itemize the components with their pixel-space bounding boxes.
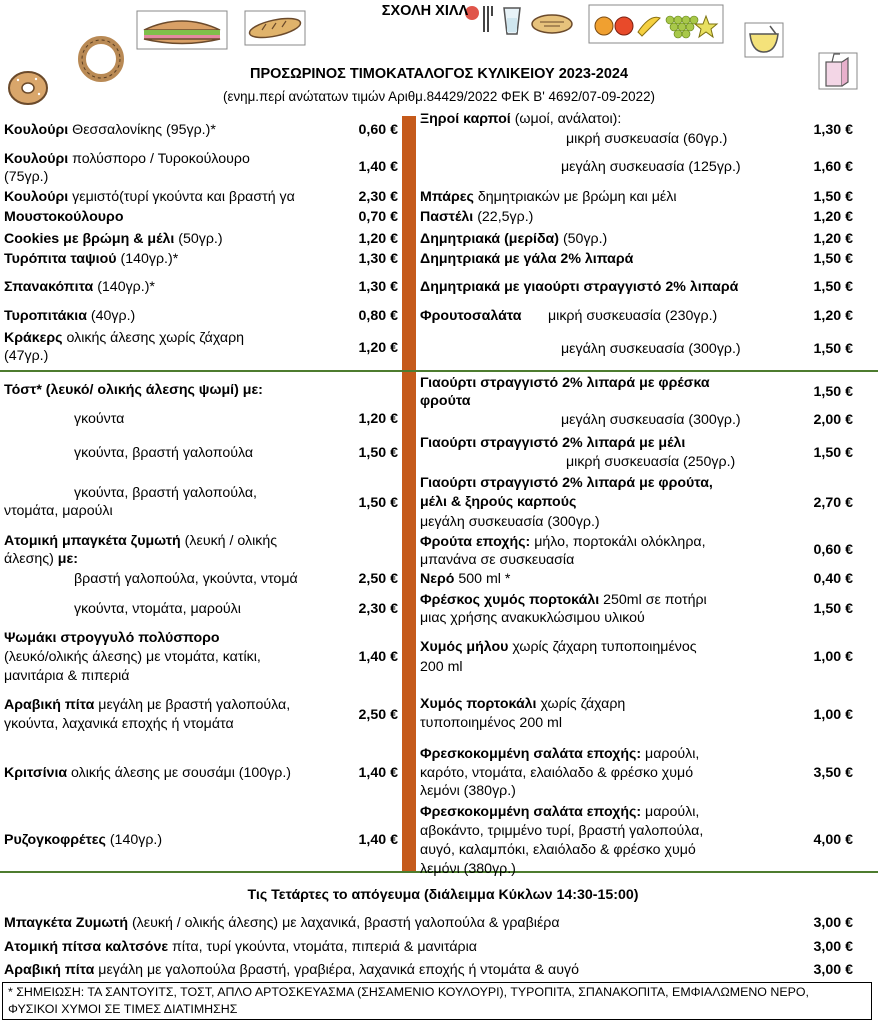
menu-item: Φρουτοσαλάτα — [420, 308, 522, 324]
menu-item: Ρυζογκοφρέτες (140γρ.) — [4, 832, 163, 848]
menu-item-detail: 200 ml — [420, 659, 463, 675]
column-divider — [402, 116, 416, 872]
price: 1,30 € — [358, 279, 398, 295]
toast-option: γκούντα, βραστή γαλοπούλα — [74, 445, 254, 461]
menu-item-detail: λεμόνι (380γρ.) — [420, 783, 516, 799]
price: 0,40 € — [813, 571, 853, 587]
price: 2,50 € — [358, 707, 398, 723]
price: 1,40 € — [358, 159, 398, 175]
menu-item: Ψωμάκι στρογγυλό πολύσπορο — [4, 630, 220, 646]
price: 1,40 € — [358, 649, 398, 665]
wednesday-item: Μπαγκέτα Ζυμωτή (λευκή / ολικής άλεσης) με λαχανικά, βραστή γαλοπούλα & γραβιέρα — [4, 915, 560, 931]
price: 1,30 € — [813, 122, 853, 138]
price: 1,50 € — [813, 341, 853, 357]
section-line-top — [0, 370, 878, 372]
menu-item: Τυρόπιτα ταψιού (140γρ.)* — [4, 251, 179, 267]
menu-item: Χυμός πορτοκάλι χωρίς ζάχαρη — [420, 696, 626, 712]
price: 3,00 € — [813, 962, 853, 978]
menu-item: Παστέλι (22,5γρ.) — [420, 209, 534, 225]
price: 2,00 € — [813, 412, 853, 428]
price: 0,70 € — [358, 209, 398, 225]
menu-item: Μουστοκούλουρο — [4, 209, 124, 225]
menu-item: Γιαούρτι στραγγιστό 2% λιπαρά με μέλι — [420, 435, 686, 451]
price: 1,50 € — [813, 279, 853, 295]
menu-item-detail: τυποποιημένος 200 ml — [420, 715, 563, 731]
menu-item: Γιαούρτι στραγγιστό 2% λιπαρά με φρούτα, — [420, 475, 713, 491]
menu-item-detail: μεγάλη συσκευασία (300γρ.) — [561, 412, 741, 428]
menu-item-detail: (75γρ.) — [4, 169, 49, 185]
menu-item: Γιαούρτι στραγγιστό 2% λιπαρά με φρέσκα — [420, 375, 710, 391]
price: 1,60 € — [813, 159, 853, 175]
menu-item: Ξηροί καρποί (ωμοί, ανάλατοι): — [420, 111, 622, 127]
price: 1,50 € — [813, 601, 853, 617]
price: 1,50 € — [813, 445, 853, 461]
menu-item: Τυροπιτάκια (40γρ.) — [4, 308, 136, 324]
price: 1,20 € — [358, 340, 398, 356]
toast-heading: Τόστ* (λευκό/ ολικής άλεσης ψωμί) με: — [4, 382, 263, 398]
menu-item-detail: μιας χρήσης ανακυκλώσιμου υλικού — [420, 610, 645, 626]
menu-item: Νερό 500 ml * — [420, 571, 511, 587]
price: 1,40 € — [358, 832, 398, 848]
toast-option-detail: ντομάτα, μαρούλι — [4, 503, 113, 519]
menu-item: φρούτα — [420, 393, 471, 409]
price: 1,50 € — [813, 189, 853, 205]
menu-item: Αραβική πίτα μεγάλη με βραστή γαλοπούλα, — [4, 697, 291, 713]
menu-item-detail: μικρή συσκευασία (230γρ.) — [548, 308, 718, 324]
footnote-box — [2, 982, 872, 1020]
school-name: ΣΧΟΛΗ ΧΙΛΛ — [381, 3, 469, 19]
price: 3,00 € — [813, 939, 853, 955]
price: 1,20 € — [358, 411, 398, 427]
menu-item-detail: μανιτάρια & πιπεριά — [4, 668, 130, 684]
menu-item-detail: μεγάλη συσκευασία (300γρ.) — [420, 514, 600, 530]
menu-item: Φρέσκος χυμός πορτοκάλι 250ml σε ποτήρι — [420, 592, 707, 608]
wednesday-heading: Τις Τετάρτες το απόγευμα (διάλειμμα Κύκλων 14:30-15:00) — [247, 887, 639, 903]
price: 4,00 € — [813, 832, 853, 848]
menu-item: Φρεσκοκομμένη σαλάτα εποχής: μαρούλι, — [420, 804, 700, 820]
price: 3,00 € — [813, 915, 853, 931]
page-title: ΠΡΟΣΩΡΙΝΟΣ ΤΙΜΟΚΑΤΑΛΟΓΟΣ ΚΥΛΙΚΕΙΟΥ 2023-2024 — [249, 66, 629, 82]
menu-item: Φρεσκοκομμένη σαλάτα εποχής: μαρούλι, — [420, 746, 700, 762]
price: 1,20 € — [813, 308, 853, 324]
footnote-line: ΦΥΣΙΚΟΙ ΧΥΜΟΙ ΣΕ ΤΙΜΕΣ ΔΙΑΤΙΜΗΣΗΣ — [8, 1002, 238, 1016]
menu-item-detail: μικρή συσκευασία (60γρ.) — [566, 131, 728, 147]
price: 1,50 € — [358, 495, 398, 511]
price: 0,80 € — [358, 308, 398, 324]
price: 2,30 € — [358, 189, 398, 205]
menu-item: Κουλούρι πολύσπορο / Τυροκούλουρο — [4, 151, 250, 167]
wednesday-item: Ατομική πίτσα καλτσόνε πίτα, τυρί γκούντα, ντομάτα, πιπεριά & μανιτάρια — [4, 939, 477, 955]
price: 1,20 € — [813, 231, 853, 247]
baguette-option: γκούντα, ντομάτα, μαρούλι — [74, 601, 241, 617]
menu-item-detail: γκούντα, λαχανικά εποχής ή ντομάτα — [4, 716, 234, 732]
menu-item-detail: μεγάλη συσκευασία (300γρ.) — [561, 341, 741, 357]
menu-item: Δημητριακά με γιαούρτι στραγγιστό 2% λιπαρά — [420, 279, 739, 295]
menu-item-detail: μπανάνα σε συσκευασία — [420, 552, 575, 568]
price: 1,20 € — [358, 231, 398, 247]
menu-item: Κράκερς ολικής άλεσης χωρίς ζάχαρη — [4, 330, 245, 346]
price: 1,50 € — [813, 384, 853, 400]
menu-item-detail: λεμόνι (380γρ.) — [420, 861, 516, 877]
bowl-icon — [744, 22, 784, 58]
price: 1,30 € — [358, 251, 398, 267]
price: 1,50 € — [813, 251, 853, 267]
price: 1,40 € — [358, 765, 398, 781]
page-subtitle: (ενημ.περί ανώτατων τιμών Αριθμ.84429/2022 ΦΕΚ Β' 4692/07-09-2022) — [223, 89, 655, 104]
menu-item-detail: μικρή συσκευασία (250γρ.) — [566, 454, 736, 470]
menu-item-detail: αβοκάντο, τριμμένο τυρί, βραστή γαλοπούλα, — [420, 823, 704, 839]
menu-item-detail: μεγάλη συσκευασία (125γρ.) — [561, 159, 741, 175]
price: 0,60 € — [813, 542, 853, 558]
price: 2,30 € — [358, 601, 398, 617]
price: 2,70 € — [813, 495, 853, 511]
menu-item: Κριτσίνια ολικής άλεσης με σουσάμι (100γρ.) — [4, 765, 292, 781]
menu-item: Cookies με βρώμη & μέλι (50γρ.) — [4, 231, 223, 247]
toast-option: γκούντα, βραστή γαλοπούλα, — [74, 485, 257, 501]
menu-item: μέλι & ξηρούς καρπούς — [420, 494, 577, 510]
footnote-line: * ΣΗΜΕΙΩΣΗ: ΤΑ ΣΑΝΤΟΥΙΤΣ, ΤΟΣΤ, ΑΠΛΟ ΑΡΤΟΣΚΕΥΑΣΜΑ (ΣΗΣΑΜΕΝΙΟ ΚΟΥΛΟΥΡΙ), ΤΥΡΟΠΙΤΑ, ΣΠΑΝΑΚΟΠΙΤΑ, ΕΜΦΙΑΛΩΜΕΝΟ ΝΕΡΟ, — [8, 985, 809, 999]
menu-item-detail: αυγό, καλαμπόκι, ελαιόλαδο & φρέσκο χυμό — [420, 842, 696, 858]
price: 1,50 € — [358, 445, 398, 461]
menu-item: Μπάρες δημητριακών με βρώμη και μέλι — [420, 189, 677, 205]
menu-item: Κουλούρι Θεσσαλονίκης (95γρ.)* — [4, 122, 216, 138]
menu-item-detail: καρότο, ντομάτα, ελαιόλαδο & φρέσκο χυμό — [420, 765, 694, 781]
baguette-option: βραστή γαλοπούλα, γκούντα, ντομά — [74, 571, 298, 587]
menu-item-detail: (47γρ.) — [4, 348, 49, 364]
menu-item: Χυμός μήλου χωρίς ζάχαρη τυποποιημένος — [420, 639, 697, 655]
toast-option: γκούντα — [74, 411, 125, 427]
baguette-heading-2: άλεσης) με: — [4, 551, 78, 567]
price: 1,00 € — [813, 649, 853, 665]
price: 0,60 € — [358, 122, 398, 138]
menu-item-detail: (λευκό/ολικής άλεσης) με ντομάτα, κατίκι, — [4, 649, 261, 665]
price: 1,00 € — [813, 707, 853, 723]
menu-item: Φρούτα εποχής: μήλο, πορτοκάλι ολόκληρα, — [420, 534, 706, 550]
price: 1,20 € — [813, 209, 853, 225]
baguette-heading: Ατομική μπαγκέτα ζυμωτή (λευκή / ολικής — [4, 533, 278, 549]
price: 3,50 € — [813, 765, 853, 781]
menu-item: Δημητριακά με γάλα 2% λιπαρά — [420, 251, 634, 267]
menu-item: Κουλούρι γεμιστό(τυρί γκούντα και βραστή γα — [4, 189, 295, 205]
menu-item: Δημητριακά (μερίδα) (50γρ.) — [420, 231, 608, 247]
wednesday-item: Αραβική πίτα μεγάλη με γαλοπούλα βραστή, γραβιέρα, λαχανικά εποχής ή ντομάτα & αυγό — [4, 962, 579, 978]
menu-item: Σπανακόπιτα (140γρ.)* — [4, 279, 155, 295]
price: 2,50 € — [358, 571, 398, 587]
